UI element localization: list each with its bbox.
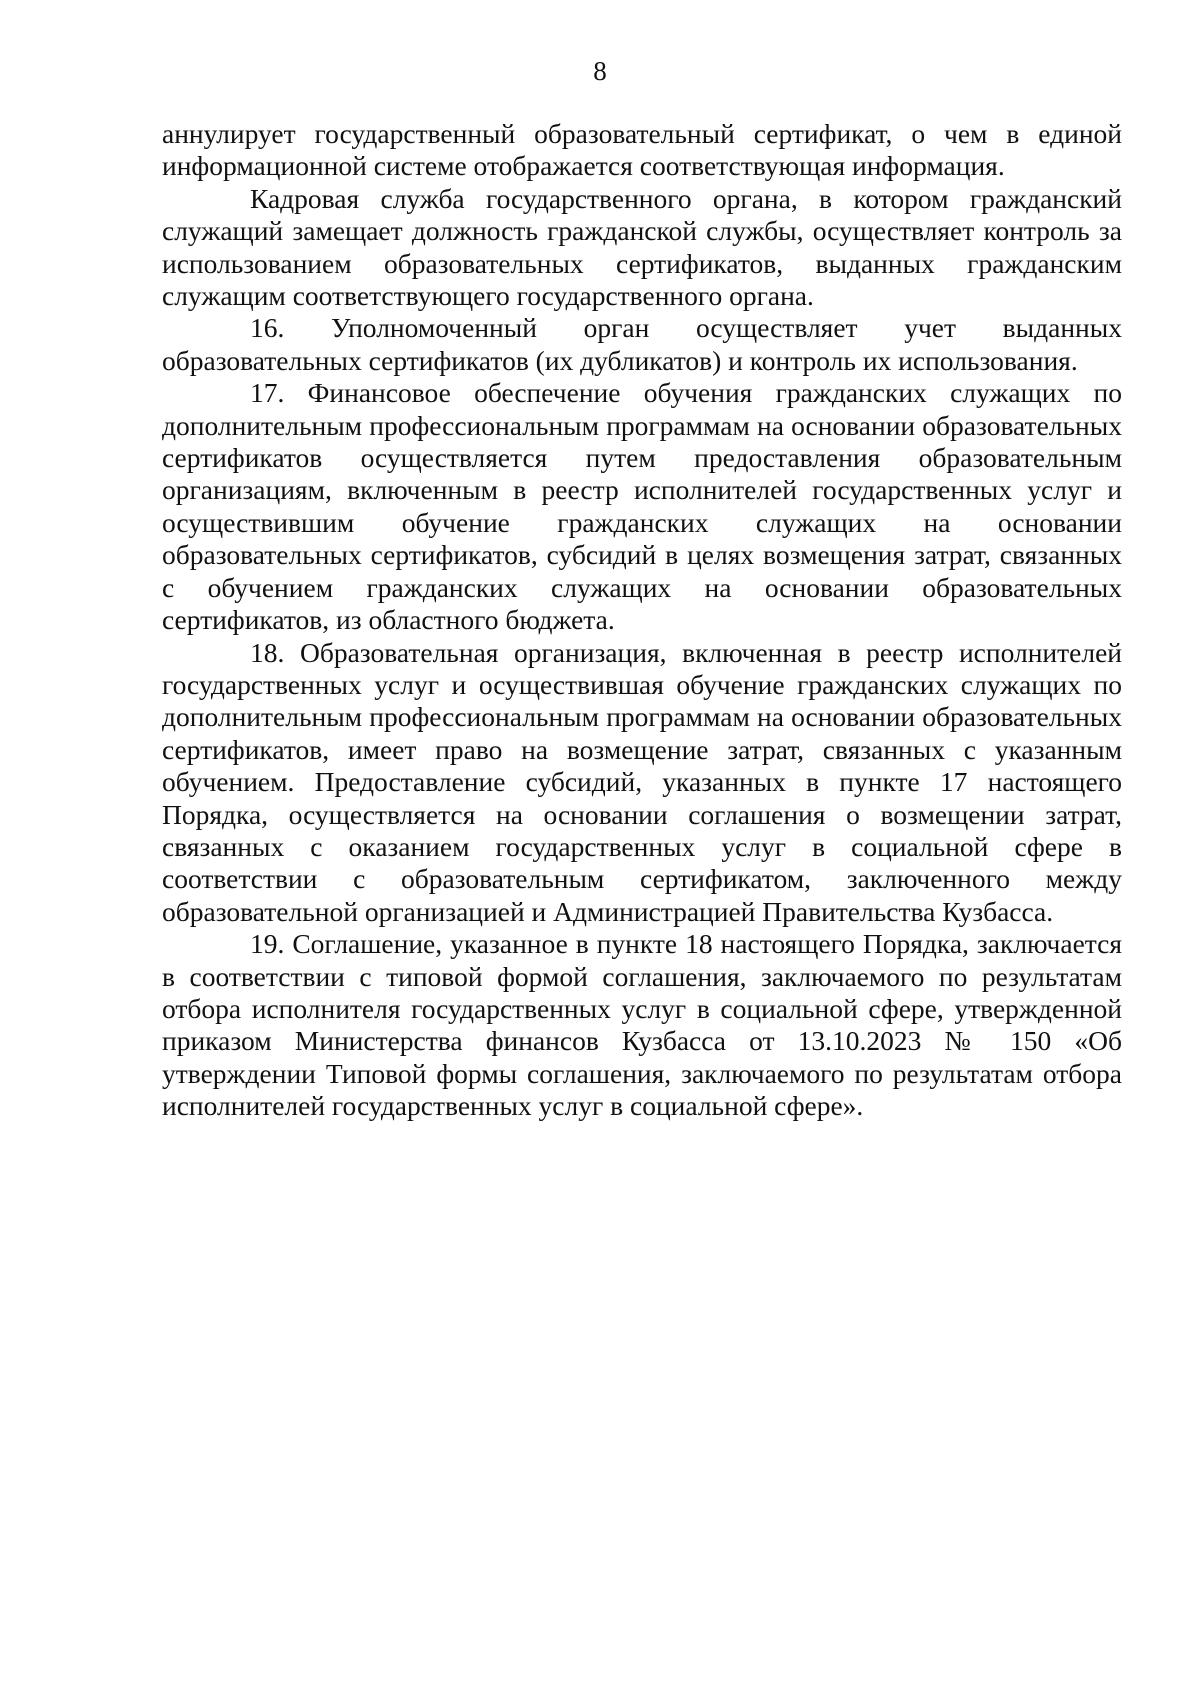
paragraph-continuation: аннулирует государственный образовательный сертификат, о чем в единой информационной системе отображается соответствующая информация. xyxy=(162,118,1122,182)
document-body xyxy=(162,118,1122,1123)
paragraph-item-16: 16. Уполномоченный орган осуществляет учет выданных образовательных сертификатов (их дубликатов) и контроль их использования. xyxy=(162,312,1122,376)
paragraph-hr-control: Кадровая служба государственного органа, в котором гражданский служащий замещает должность гражданской службы, осуществляет контроль за использованием образовательных сертификатов, выданных гражданским служащим соответствующего государственного органа. xyxy=(162,182,1122,312)
paragraph-item-17: 17. Финансовое обеспечение обучения гражданских служащих по дополнительным профессиональным программам на основании образовательных сертификатов осуществляется путем предоставления образовательным организациям, включенным в реестр исполнителей государственных услуг и осуществившим обучение гражданских служащих на основании образовательных сертификатов, субсидий в целях возмещения затрат, связанных с обучением гражданских служащих на основании образовательных сертификатов, из областного бюджета. xyxy=(162,377,1122,636)
paragraph-item-18: 18. Образовательная организация, включенная в реестр исполнителей государственных услуг и осуществившая обучение гражданских служащих по дополнительным профессиональным программам на основании образовательных сертификатов, имеет право на возмещение затрат, связанных с указанным обучением. Предоставление субсидий, указанных в пункте 17 настоящего Порядка, осуществляется на основании соглашения о возмещении затрат, связанных с оказанием государственных услуг в социальной сфере в соответствии с образовательным сертификатом, заключенного между образовательной организацией и Администрацией Правительства Кузбасса. xyxy=(162,636,1122,927)
paragraph-item-19: 19. Соглашение, указанное в пункте 18 настоящего Порядка, заключается в соответствии с типовой формой соглашения, заключаемого по результатам отбора исполнителя государственных услуг в социальной сфере, утвержденной приказом Министерства финансов Кузбасса от 13.10.2023 № 150 «Об утверждении Типовой формы соглашения, заключаемого по результатам отбора исполнителей государственных услуг в социальной сфере». xyxy=(162,928,1122,1122)
page-number: 8 xyxy=(593,56,607,86)
